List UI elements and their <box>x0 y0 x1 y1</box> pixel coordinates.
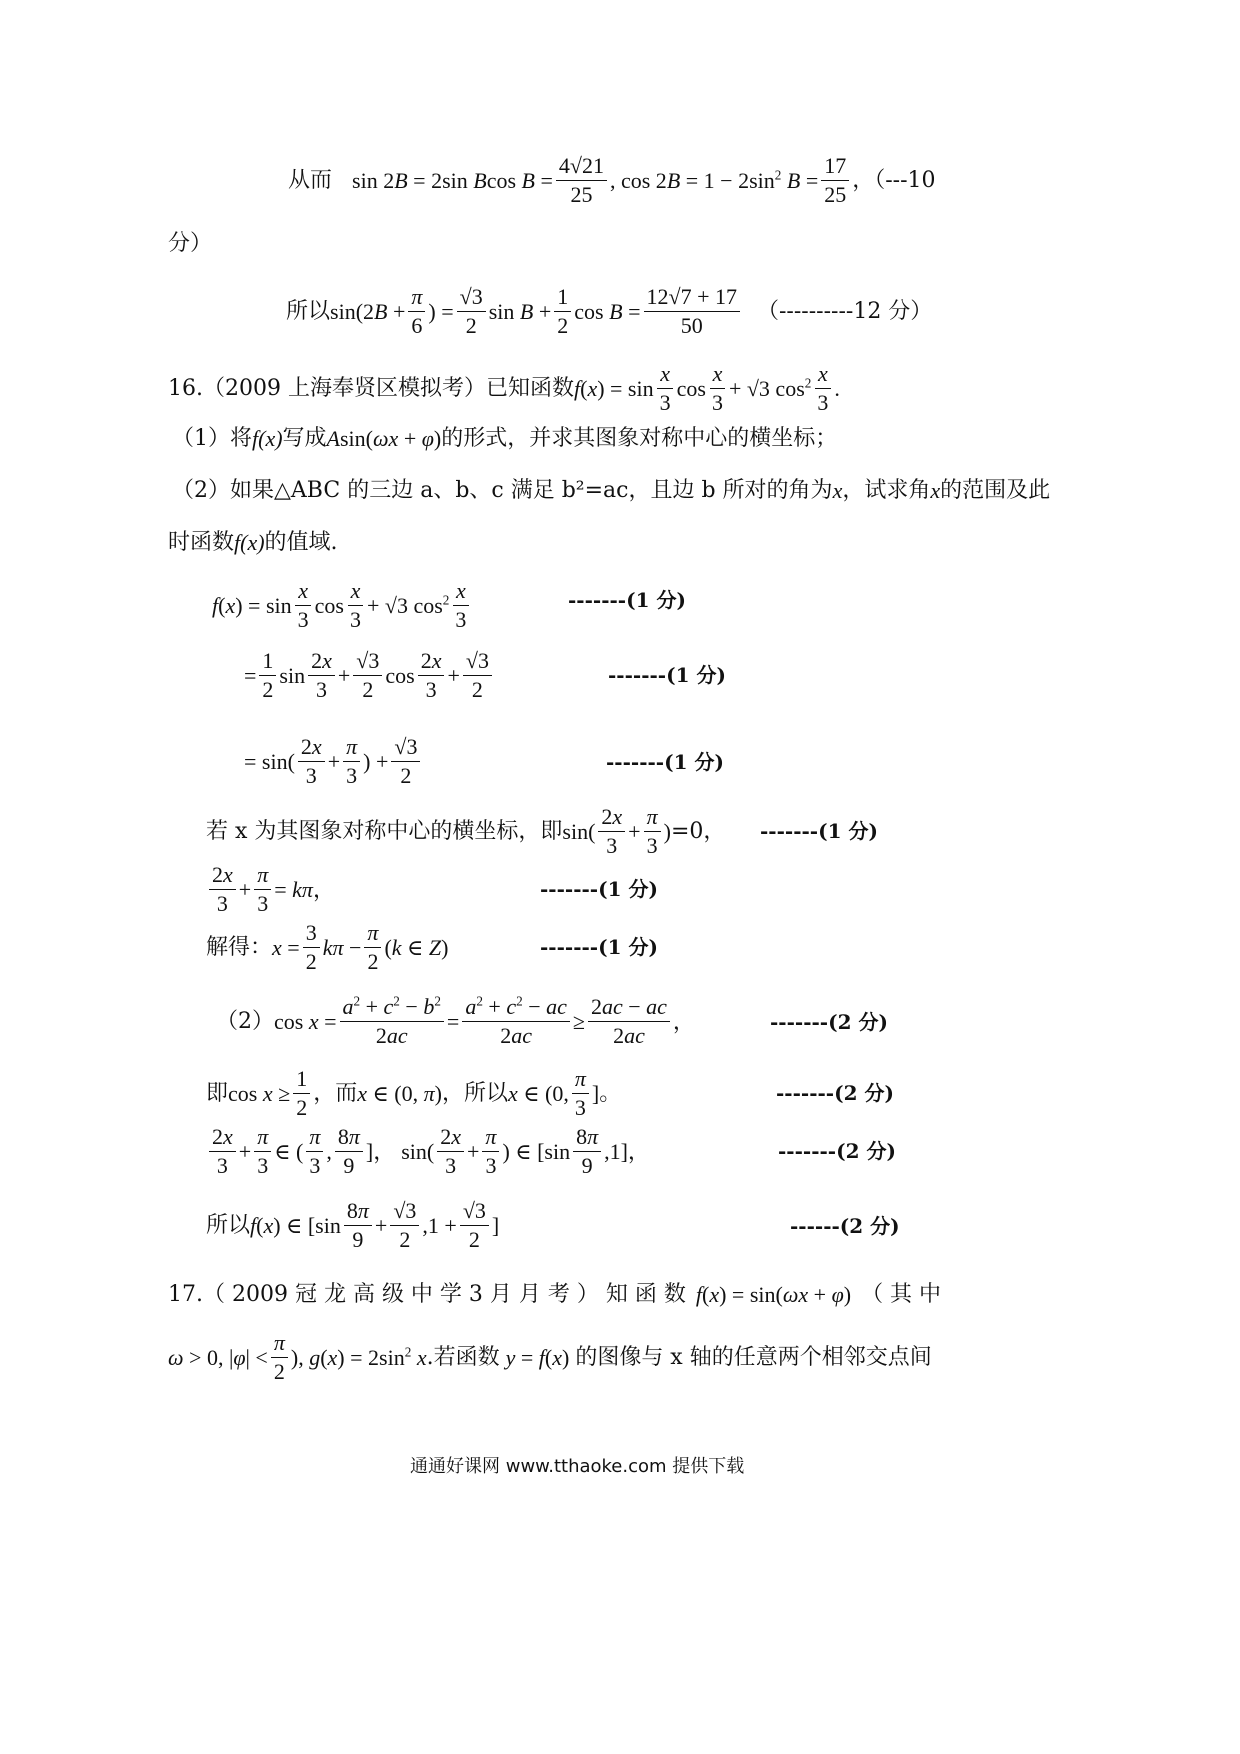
text-congr: 从而 <box>288 167 333 193</box>
fraction-17-25: $\frac{17}{25}$ <box>821 155 849 206</box>
step-1: f(x) = sin $\frac{x}{3}$ cos $\frac{x}{3}$ + √3 $\cos^2$ $\frac{x}{3}$ <box>212 580 472 631</box>
q16-p1c: 的形式，并求其图象对称中心的横坐标； <box>441 426 838 451</box>
step-4-eq: =0， <box>670 818 726 844</box>
q17-line1: 17.（ 2009 冠 龙 高 级 中 学 3 月 月 考 ） 知 函 数 f(x) = sin(ωx + φ) （ 其 中 <box>168 1282 942 1307</box>
text-suoyi: 所以 <box>286 298 331 324</box>
step-8-c: ，所以 <box>441 1080 508 1106</box>
q17-line2: ω > 0, |φ| < $\frac{\pi}{2}$ ), $g(x) = 2\sin^2$ x .若函数 y = f(x) 的图像与 x 轴的任意两个相邻交点间 <box>168 1330 932 1384</box>
math-cos2b: , $\cos 2B = 1 - 2\sin^2$ B = <box>609 167 819 193</box>
line-sin2b-pi6 <box>286 286 932 337</box>
step-1-score: -------(1 分) <box>568 588 686 612</box>
step-6-prefix: 解得： <box>206 934 273 960</box>
step-5: $\frac{2x}{3}$ + $\frac{\pi}{3}$ = kπ， <box>206 864 335 915</box>
q16-part3: 时函数 f(x) 的值域. <box>168 530 338 555</box>
step-3-score: -------(1 分) <box>606 750 724 774</box>
step-10-score: ------(2 分) <box>790 1214 900 1238</box>
line-fen <box>168 233 212 255</box>
fraction-x-3c: $\frac{x}{3}$ <box>814 363 831 414</box>
q16-p2c: 的范围及此 <box>940 478 1051 503</box>
step-4: 若 x 为其图象对称中心的横坐标，即 sin( $\frac{2x}{3}$ + $\frac{\pi}{3}$ ) =0， <box>206 804 726 858</box>
step-8-a: 即 <box>206 1080 229 1106</box>
page-footer: 通通好课网 www.tthaoke.com 提供下载 <box>410 1456 745 1477</box>
step-2: = $\frac{1}{2}$ sin $\frac{2x}{3}$ + $\frac{√3}{2}$ cos $\frac{2x}{3}$ + $\frac{√3}{2}$ <box>244 650 495 701</box>
fraction-sqrt3-2: $\frac{√3}{2}$ <box>457 286 486 337</box>
step-8-d: 。 <box>599 1080 622 1106</box>
fraction-1-2: $\frac{1}{2}$ <box>554 286 571 337</box>
step-4-text: 若 x 为其图象对称中心的横坐标，即 <box>206 818 563 844</box>
q17-qizhong: （ 其 中 <box>861 1282 942 1307</box>
math-asin: Asin(ωx + φ) <box>326 426 442 451</box>
step-9: $\frac{2x}{3}$ + $\frac{\pi}{3}$ ∈ ( $\frac{\pi}{3}$ , $\frac{8\pi}{9}$ ]， sin( $\frac{2x}{3}$ + $\frac{\pi}{3}$ ) ∈ [sin $\frac{8\pi}{9}$ ,1]， <box>206 1126 650 1177</box>
step-4-score: -------(1 分) <box>760 819 878 843</box>
step-2-score: -------(1 分) <box>608 663 726 687</box>
math-fx-inline: f(x) <box>252 426 283 451</box>
step-8-score: -------(2 分) <box>776 1081 894 1105</box>
q17-l2b: .若函数 <box>426 1344 500 1370</box>
score-10: ，（---10 <box>852 167 936 193</box>
step-10-prefix: 所以 <box>206 1212 251 1238</box>
step-9-score: -------(2 分) <box>778 1139 896 1163</box>
math-cosb: cos B = <box>574 298 641 324</box>
fraction-12sqrt7: $\frac{12√7 + 17}{50}$ <box>644 286 740 337</box>
step-8: 即 cos x ≥ $\frac{1}{2}$ ，而 x ∈ (0, π) ，所以 x ∈ (0, $\frac{\pi}{3}$ ] 。 <box>206 1066 622 1120</box>
fraction-pi-6: $\frac{\pi}{6}$ <box>408 286 425 337</box>
step-7-prefix: （2） <box>216 1008 274 1034</box>
step-5-score: -------(1 分) <box>540 877 658 901</box>
q16-p2b: ，试求角 <box>842 478 931 503</box>
math-eq: ) = <box>428 298 454 324</box>
q17-head: 17.（ 2009 冠 龙 高 级 中 学 3 月 月 考 ） 知 函 数 <box>168 1282 686 1307</box>
step-6-score: -------(1 分) <box>540 935 658 959</box>
fraction-x-3b: $\frac{x}{3}$ <box>709 363 726 414</box>
q16-p3b: 的值域. <box>264 530 338 555</box>
step-10: 所以 f(x) ∈ [sin $\frac{8\pi}{9}$ + $\frac{√3}{2}$ ,1 + $\frac{√3}{2}$ ] <box>206 1198 500 1252</box>
step-7-score: -------(2 分) <box>770 1010 888 1034</box>
fraction-x-3: $\frac{x}{3}$ <box>657 363 674 414</box>
q16-part1 <box>172 428 837 450</box>
text-fen: 分） <box>168 231 213 256</box>
step-7: （2） cos x = $\frac{a^2 + c^2 - b^2}{2ac}$ = $\frac{a^2 + c^2 - ac}{2ac}$ ≥ $\frac{2ac - ac}{2ac}$ ， <box>216 993 695 1048</box>
fraction-4sqrt21-25: $\frac{4√21}{25}$ <box>556 155 607 206</box>
q16-p1a: （1）将 <box>172 426 252 451</box>
q17-l2c: 的图像与 x 轴的任意两个相邻交点间 <box>575 1344 932 1370</box>
math-sinb: sin B + <box>488 298 552 324</box>
math-sin2b: sin 2B = 2sin Bcos B = <box>352 167 553 193</box>
q16-head-text: 16.（2009 上海奉贤区模拟考）已知函数 <box>168 375 574 401</box>
q16-part2: （2）如果△ABC 的三边 a、b、c 满足 b²=ac，且边 b 所对的角为 x ，试求角 x 的范围及此 <box>172 478 1051 503</box>
q16-p3: 时函数 <box>168 530 235 555</box>
step-6: 解得： x = $\frac{3}{2}$ kπ − $\frac{\pi}{2}$ (k ∈ Z) <box>206 920 449 974</box>
step-3: = sin( $\frac{2x}{3}$ + $\frac{\pi}{3}$ ) + $\frac{√3}{2}$ <box>244 736 423 787</box>
math-fx: f(x) = sin <box>573 375 654 401</box>
step-8-b: ，而 <box>313 1080 358 1106</box>
q16-p1b: 写成 <box>282 426 327 451</box>
score-12: （----------12 分） <box>756 298 933 324</box>
q16-heading: 16.（2009 上海奉贤区模拟考）已知函数 f(x) = sin $\frac{x}{3}$ cos $\frac{x}{3}$ + √3 $\cos^2$ $\frac{x}{3}$ . <box>168 361 840 415</box>
math-sin2bpi6: sin(2B + <box>330 298 406 324</box>
q16-p2a: （2）如果△ABC 的三边 a、b、c 满足 b²=ac，且边 b 所对的角为 <box>172 478 833 503</box>
line-sin2b <box>288 155 936 206</box>
